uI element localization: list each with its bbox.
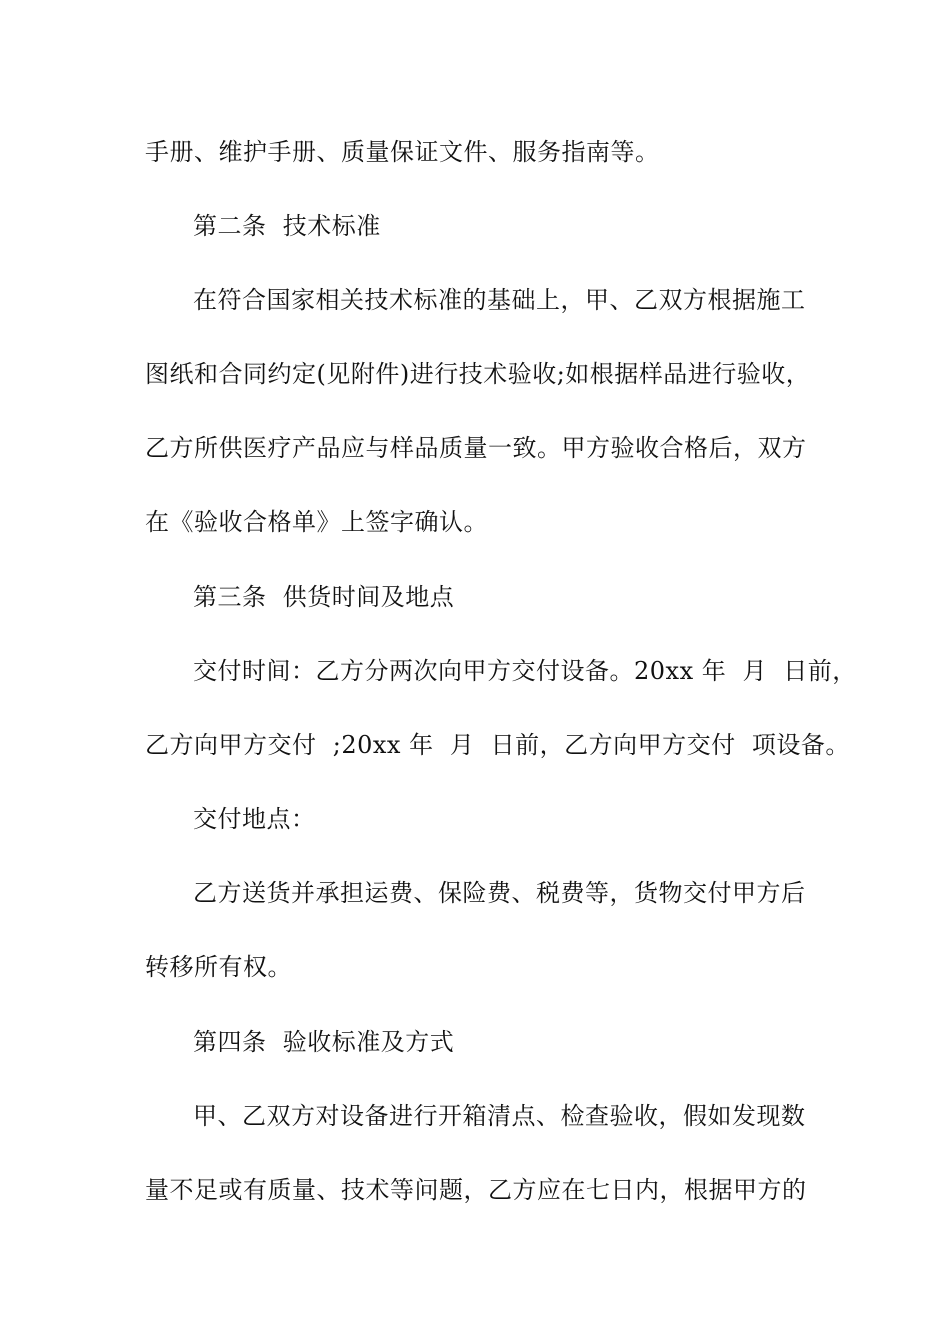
article-heading: 第三条 供货时间及地点 — [193, 583, 455, 611]
paragraph-line: 交付时间：乙方分两次向甲方交付设备。20xx 年 月 日前， — [193, 657, 857, 685]
paragraph-line: 乙方所供医疗产品应与样品质量一致。甲方验收合格后，双方 — [145, 434, 807, 462]
paragraph-line: 手册、维护手册、质量保证文件、服务指南等。 — [145, 138, 660, 166]
article-heading: 第四条 验收标准及方式 — [193, 1028, 455, 1056]
paragraph-line: 乙方送货并承担运费、保险费、税费等，货物交付甲方后 — [193, 879, 806, 907]
paragraph-line: 交付地点： — [193, 805, 316, 833]
paragraph-line: 在《验收合格单》上签字确认。 — [145, 508, 488, 536]
paragraph-line: 图纸和合同约定(见附件)进行技术验收;如根据样品进行验收， — [145, 360, 811, 388]
paragraph-line: 在符合国家相关技术标准的基础上，甲、乙双方根据施工 — [193, 286, 806, 314]
paragraph-line: 乙方向甲方交付 ;20xx 年 月 日前，乙方向甲方交付 项设备。 — [145, 731, 850, 759]
article-heading: 第二条 技术标准 — [193, 212, 381, 240]
paragraph-line: 量不足或有质量、技术等问题，乙方应在七日内，根据甲方的 — [145, 1176, 807, 1204]
paragraph-line: 转移所有权。 — [145, 953, 292, 981]
paragraph-line: 甲、乙双方对设备进行开箱清点、检查验收，假如发现数 — [193, 1102, 806, 1130]
